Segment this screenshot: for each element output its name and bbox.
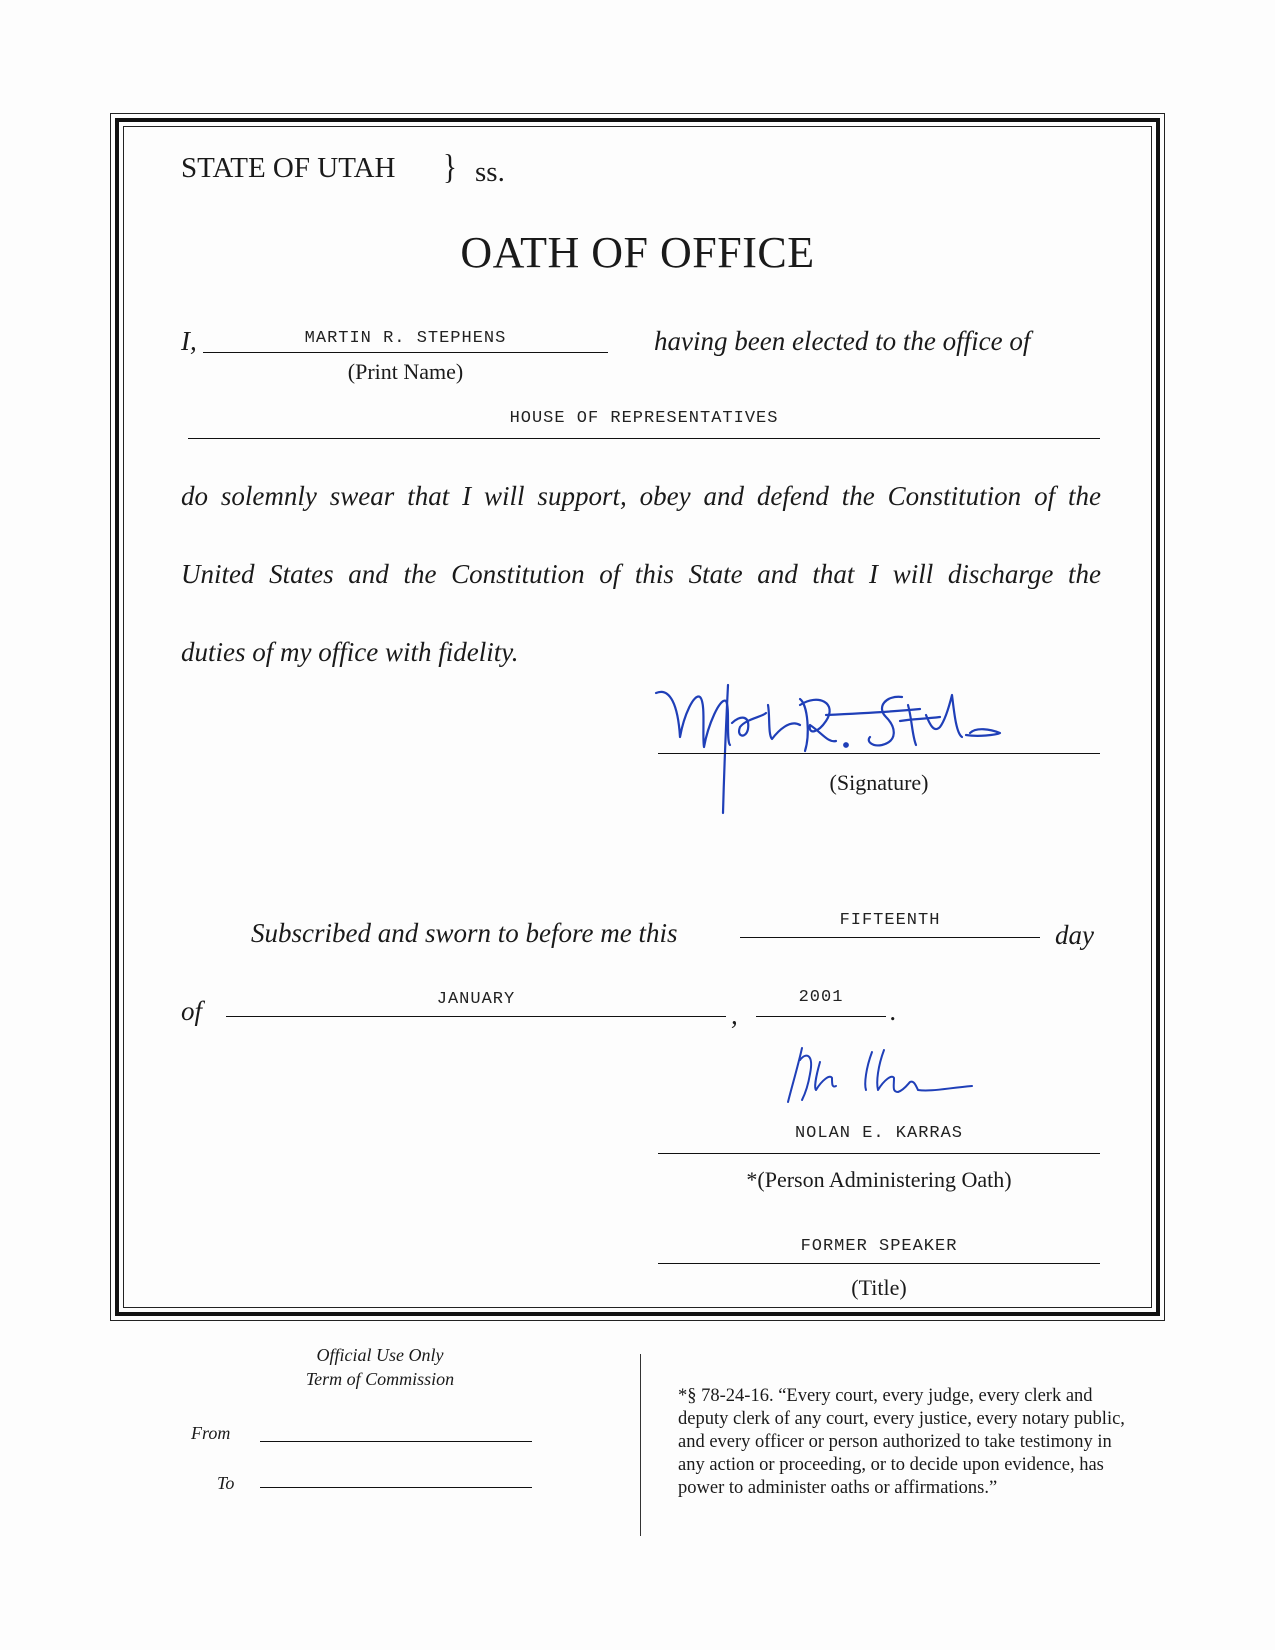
officer-signature-image [650, 675, 1070, 825]
month-rule [226, 1016, 726, 1017]
comma-mark: , [731, 1000, 738, 1030]
period-mark: . [890, 996, 897, 1026]
to-rule [260, 1487, 532, 1488]
brace-symbol: } [443, 148, 457, 188]
signature-caption: (Signature) [829, 770, 929, 795]
section-divider [640, 1354, 641, 1536]
statute-line: power to administer oaths or affirmations.” [678, 1478, 998, 1498]
administrator-name-value: NOLAN E. KARRAS [794, 1124, 964, 1143]
print-name-caption: (Print Name) [347, 359, 464, 384]
statute-line: *§ 78-24-16. “Every court, every judge, every clerk and [678, 1386, 1093, 1406]
sworn-prefix: Subscribed and sworn to before me this [251, 918, 678, 948]
term-of-commission-heading: Term of Commission [305, 1369, 455, 1389]
printed-name-value: MARTIN R. STEPHENS [304, 329, 507, 348]
state-heading: STATE OF UTAH [181, 152, 396, 184]
day-word: day [1055, 920, 1094, 950]
office-rule [188, 438, 1100, 439]
statute-text [678, 1385, 1183, 1500]
year-rule [756, 1016, 886, 1017]
from-label: From [191, 1423, 231, 1443]
oath-body-line: United States and the Constitution of this State and that I will discharge the [181, 559, 1101, 589]
i-prefix: I, [181, 326, 197, 356]
oath-body-line: do solemnly swear that I will support, obey and defend the Constitution of the [181, 481, 1101, 511]
of-word: of [181, 996, 203, 1026]
statute-line: any action or proceeding, or to decide upon evidence, has [678, 1455, 1104, 1475]
administrator-title-value: FORMER SPEAKER [800, 1237, 958, 1256]
official-use-heading: Official Use Only [316, 1345, 444, 1365]
to-label: To [217, 1473, 235, 1493]
sworn-year-value: 2001 [798, 988, 844, 1007]
document-title: OATH OF OFFICE [460, 228, 815, 277]
ss-label: ss. [475, 156, 505, 188]
statute-line: deputy clerk of any court, every justice, every notary public, [678, 1409, 1125, 1429]
from-rule [260, 1441, 532, 1442]
statute-line: and every officer or person authorized to take testimony in [678, 1432, 1112, 1452]
title-caption: (Title) [851, 1275, 907, 1300]
office-value: HOUSE OF REPRESENTATIVES [509, 409, 779, 428]
signature-rule [658, 753, 1100, 754]
administrator-rule [658, 1153, 1100, 1154]
elected-text: having been elected to the office of [654, 326, 1031, 356]
title-rule [658, 1263, 1100, 1264]
administrator-signature-image [780, 1040, 1000, 1110]
day-rule [740, 937, 1040, 938]
sworn-day-value: FIFTEENTH [839, 911, 941, 930]
oath-body-line: duties of my office with fidelity. [181, 637, 519, 667]
sworn-month-value: JANUARY [436, 990, 516, 1009]
administrator-caption: *(Person Administering Oath) [746, 1167, 1012, 1192]
name-rule [203, 352, 608, 353]
